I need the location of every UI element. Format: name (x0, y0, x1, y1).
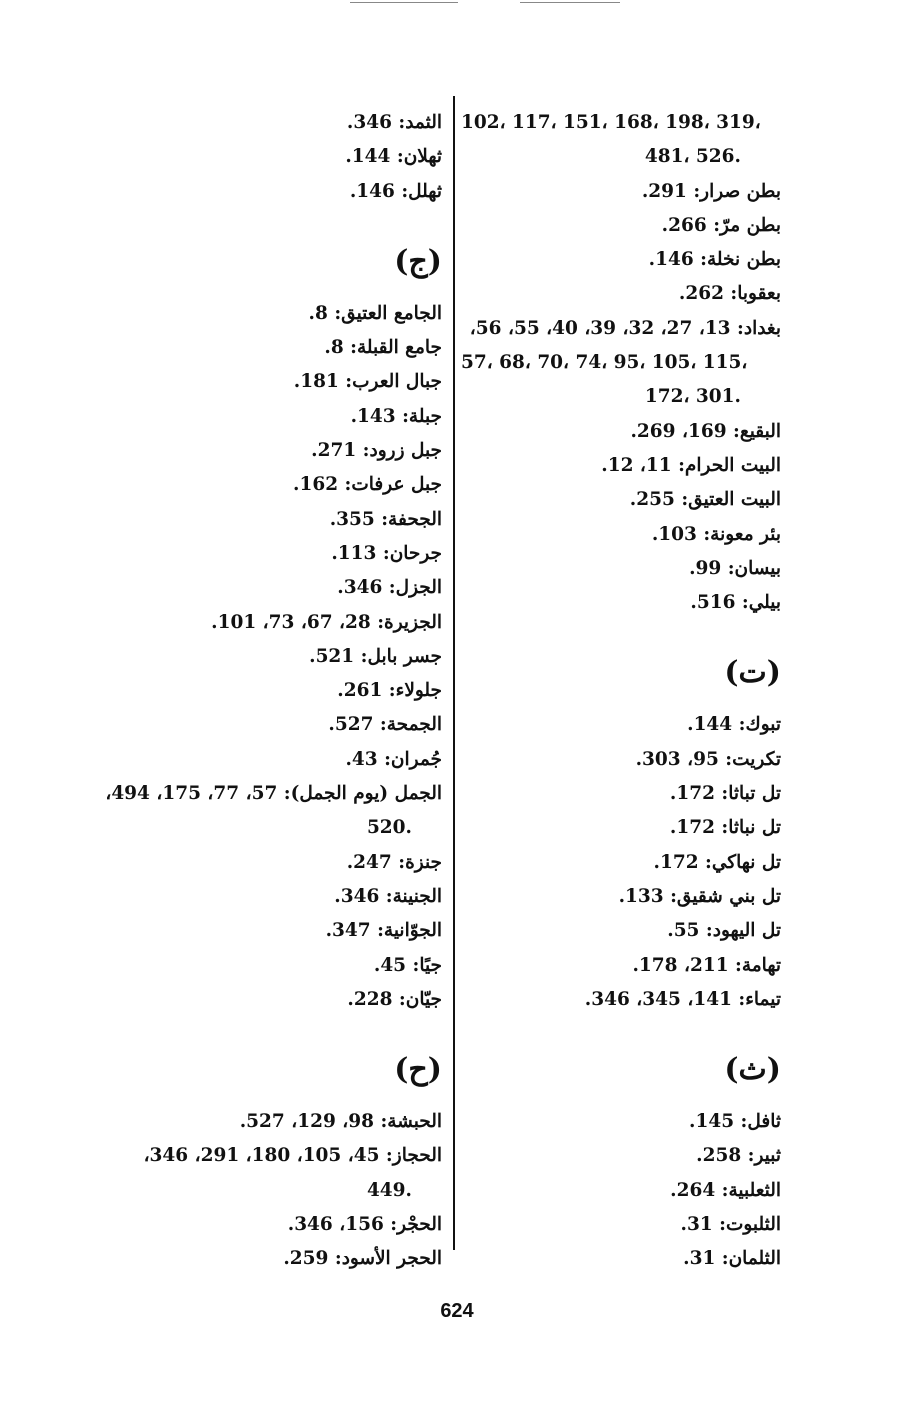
index-entry-continuation: 57، 68، 70، 74، 95، 105، 115، (461, 352, 748, 374)
index-entry: جرحان: 113. (331, 542, 442, 564)
index-entry: الجمحة: 527. (328, 714, 442, 736)
index-entry: الثلبوت: 31. (680, 1214, 781, 1236)
index-entry: الثمد: 346. (346, 112, 442, 133)
index-entry: تهامة: 211، 178. (632, 954, 781, 976)
index-entry: الحجْر: 156، 346. (287, 1214, 442, 1236)
index-entry: جيّان: 228. (347, 988, 442, 1010)
index-entry: تل بني شقيق: 133. (618, 885, 781, 907)
left-column (72, 106, 442, 1277)
section-heading: (ح) (394, 1052, 442, 1088)
section-gap (72, 209, 442, 227)
index-entry: الحبشة: 98، 129، 527. (239, 1111, 442, 1133)
section-gap (461, 1017, 781, 1035)
index-entry: الحجر الأسود: 259. (283, 1248, 442, 1270)
index-entry-continuation: 449. (366, 1179, 412, 1201)
index-entry: تيماء: 141، 345، 346. (584, 988, 781, 1010)
index-entry: بعقوبا: 262. (678, 283, 781, 305)
index-entry: ثبير: 258. (696, 1145, 781, 1167)
index-entry: تبوك: 144. (687, 714, 781, 736)
page-number: 624 (440, 1300, 474, 1322)
index-entry: الجمل (يوم الجمل): 57، 77، 175، 494، (105, 783, 442, 805)
section-heading: (ج) (394, 243, 442, 279)
index-entry: جسر بابل: 521. (309, 645, 442, 667)
index-entry-continuation: 481، 526. (644, 146, 741, 168)
index-entry: تكريت: 95، 303. (635, 748, 781, 770)
index-entry: الجوّانية: 347. (325, 920, 442, 942)
index-entry: بطن مرّ: 266. (661, 214, 781, 236)
index-entry: تل نباثا: 172. (669, 817, 781, 839)
index-entry: البقيع: 169، 269. (630, 420, 781, 442)
index-entry: بطن نخلة: 146. (648, 249, 781, 271)
index-entry: ثهلان: 144. (345, 146, 442, 168)
top-rule (350, 2, 458, 3)
index-entry: جامع القبلة: 8. (324, 337, 442, 359)
index-entry: الجنينة: 346. (334, 885, 442, 907)
index-entry: الثعلبية: 264. (670, 1179, 781, 1201)
index-entry: جيًا: 45. (373, 954, 442, 976)
index-entry: بيلي: 516. (690, 592, 781, 614)
index-entry-continuation: 172، 301. (644, 386, 741, 408)
index-entry: جبل عرفات: 162. (293, 474, 442, 496)
index-entry: بيسان: 99. (689, 557, 781, 579)
index-entry: البيت العتيق: 255. (629, 489, 781, 511)
index-entry: بغداد: 13، 27، 32، 39، 40، 55، 56، (469, 317, 781, 339)
index-entry: جنزة: 247. (346, 851, 442, 873)
index-entry-continuation: 520. (366, 817, 412, 839)
section-heading: (ت) (724, 655, 781, 691)
index-entry: ثهلل: 146. (349, 180, 442, 202)
section-heading: (ث) (724, 1052, 781, 1088)
section-gap (72, 1017, 442, 1035)
index-entry: بئر معونة: 103. (651, 523, 781, 545)
column-divider (453, 96, 455, 1250)
index-entry: الجحفة: 355. (329, 508, 442, 530)
index-entry: جُمران: 43. (345, 748, 442, 770)
index-entry: الثلمان: 31. (683, 1248, 781, 1270)
index-entry: تل اليهود: 55. (667, 920, 781, 942)
index-entry: الجزيرة: 28، 67، 73، 101. (211, 611, 442, 633)
index-entry: ثافل: 145. (689, 1111, 781, 1133)
section-gap (461, 620, 781, 638)
index-entry-continuation: 102، 117، 151، 168، 198، 319، (461, 112, 761, 133)
index-entry: البيت الحرام: 11، 12. (601, 454, 781, 476)
index-entry: تل نهاكي: 172. (653, 851, 781, 873)
index-entry: بطن صرار: 291. (641, 180, 781, 202)
index-entry: تل تباثا: 172. (669, 783, 781, 805)
index-entry: الجامع العتيق: 8. (308, 302, 442, 324)
index-entry: جبل زرود: 271. (311, 440, 442, 462)
top-rule (520, 2, 620, 3)
right-column (461, 106, 781, 1277)
index-entry: الجزل: 346. (337, 577, 442, 599)
index-entry: جلولاء: 261. (337, 680, 442, 702)
index-entry: الحجاز: 45، 105، 180، 291، 346، (143, 1145, 442, 1167)
index-entry: جبلة: 143. (350, 405, 442, 427)
index-entry: جبال العرب: 181. (293, 371, 442, 393)
